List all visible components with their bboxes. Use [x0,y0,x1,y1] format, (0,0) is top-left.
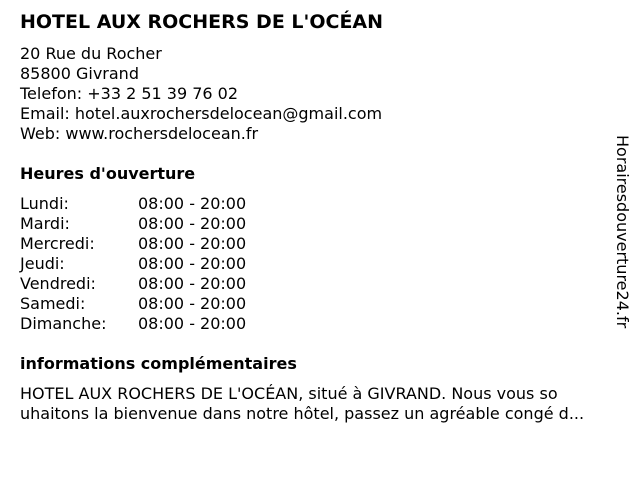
time-value: 08:00 - 20:00 [138,214,247,233]
hotel-description [20,384,632,424]
contact-block [20,44,382,144]
site-watermark: Horairesdouverture24.fr [613,135,632,329]
description-line: uhaitons la bienvenue dans notre hôtel, passez un agréable congé d... [20,404,585,423]
phone-number: Telefon: +33 2 51 39 76 02 [20,84,239,103]
website: Web: www.rochersdelocean.fr [20,124,259,143]
time-value: 08:00 - 20:00 [138,194,247,213]
street-address: 20 Rue du Rocher [20,44,162,63]
time-value: 08:00 - 20:00 [138,254,247,273]
time-value: 08:00 - 20:00 [138,274,247,293]
time-value: 08:00 - 20:00 [138,234,247,253]
hours-heading: Heures d'ouverture [20,164,196,183]
day-label: Mercredi: [20,234,95,253]
time-value: 08:00 - 20:00 [138,314,247,333]
day-label: Mardi: [20,214,70,233]
city-address: 85800 Givrand [20,64,139,83]
day-label: Vendredi: [20,274,96,293]
hotel-name: HOTEL AUX ROCHERS DE L'OCÉAN [20,11,384,33]
description-line: HOTEL AUX ROCHERS DE L'OCÉAN, situé à GIVRAND. Nous vous so [20,384,558,403]
day-label: Lundi: [20,194,69,213]
info-heading: informations complémentaires [20,354,297,373]
time-value: 08:00 - 20:00 [138,294,247,313]
email-address: Email: hotel.auxrochersdelocean@gmail.com [20,104,383,123]
day-label: Dimanche: [20,314,107,333]
day-label: Jeudi: [20,254,65,273]
day-label: Samedi: [20,294,86,313]
